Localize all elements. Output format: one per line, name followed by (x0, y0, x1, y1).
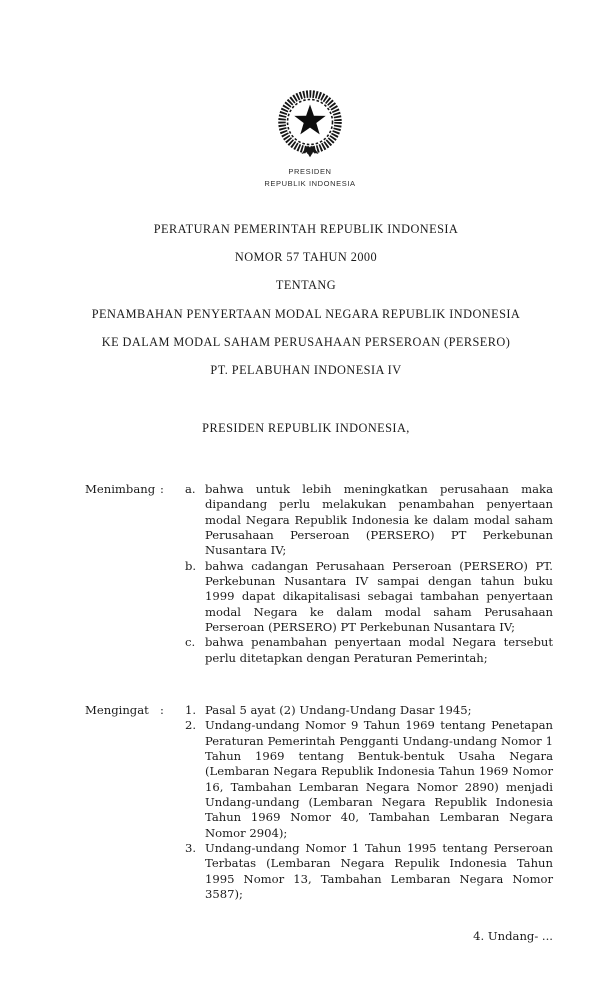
title-line-subject-1: PENAMBAHAN PENYERTAAN MODAL NEGARA REPUBLIK INDONESIA (91, 306, 521, 321)
salutation: PRESIDEN REPUBLIK INDONESIA, (202, 421, 410, 435)
list-item-text: bahwa cadangan Perusahaan Perseroan (PERSERO) PT. Perkebunan Nusantara IV sampai dengan tahun buku 1999 dapat dikapitalisasi sebagai tambahan penyertaan modal Negara ke dalam modal saham Perusahaan Perseroan (PERSERO) PT Perkebunan Nusantara IV; (205, 558, 553, 635)
title-line-subject-3: PT. PELABUHAN INDONESIA IV (210, 363, 402, 378)
list-marker: 3. (185, 841, 197, 856)
list-item-text: Undang-undang Nomor 1 Tahun 1995 tentang Perseroan Terbatas (Lembaran Negara Repulik Indonesia Tahun 1995 Nomor 13, Tambahan Lembaran Negara Nomor 3587); (205, 841, 553, 902)
list-item-text: Pasal 5 ayat (2) Undang-Undang Dasar 1945; (205, 703, 472, 717)
page-catchword: 4. Undang- ... (473, 929, 553, 943)
section-label: Mengingat (85, 703, 149, 717)
list-item-text: bahwa penambahan penyertaan modal Negara tersebut perlu ditetapkan dengan Peraturan Pemerintah; (205, 635, 553, 665)
list-item-text: bahwa untuk lebih meningkatkan perusahaan maka dipandang perlu melakukan penambahan penyertaan modal Negara Republik Indonesia ke dalam modal saham Perusahaan Perseroan (PERSERO) PT Perkebunan Nusantara IV; (205, 482, 553, 558)
list-item-text: Undang-undang Nomor 9 Tahun 1969 tentang Penetapan Peraturan Pemerintah Pengganti Undang-undang Nomor 1 Tahun 1969 tentang Bentuk-bentuk Usaha Negara (Lembaran Negara Republik Indonesia Tahun 1969 Nomor 16, Tambahan Lembaran Negara Nomor 2890) menjadi Undang-undang (Lembaran Negara Republik Indonesia Tahun 1969 Nomor 40, Tambahan Lembaran Negara Nomor 2904); (205, 718, 553, 840)
emblem-caption-line2: REPUBLIK INDONESIA (264, 179, 356, 188)
title-line-tentang: TENTANG (275, 278, 337, 293)
national-emblem (4, 86, 612, 190)
list-marker: 1. (185, 703, 197, 717)
star-wreath-icon (273, 86, 347, 164)
section-separator: : (160, 482, 164, 496)
section-separator: : (160, 703, 164, 717)
mengingat-section (85, 703, 553, 902)
section-label: Menimbang (85, 482, 156, 496)
title-line-number: NOMOR 57 TAHUN 2000 (234, 249, 378, 264)
list-marker: 2. (185, 718, 197, 733)
title-line-subject-2: KE DALAM MODAL SAHAM PERUSAHAAN PERSEROAN (PERSERO) (101, 334, 511, 349)
title-line-regulation: PERATURAN PEMERINTAH REPUBLIK INDONESIA (153, 221, 459, 236)
menimbang-section (85, 482, 553, 666)
list-marker: a. (185, 482, 196, 496)
list-marker: b. (185, 558, 197, 573)
list-marker: c. (185, 635, 196, 650)
emblem-caption (264, 166, 355, 190)
document-title (0, 215, 612, 385)
emblem-caption-line1: PRESIDEN (288, 167, 332, 176)
